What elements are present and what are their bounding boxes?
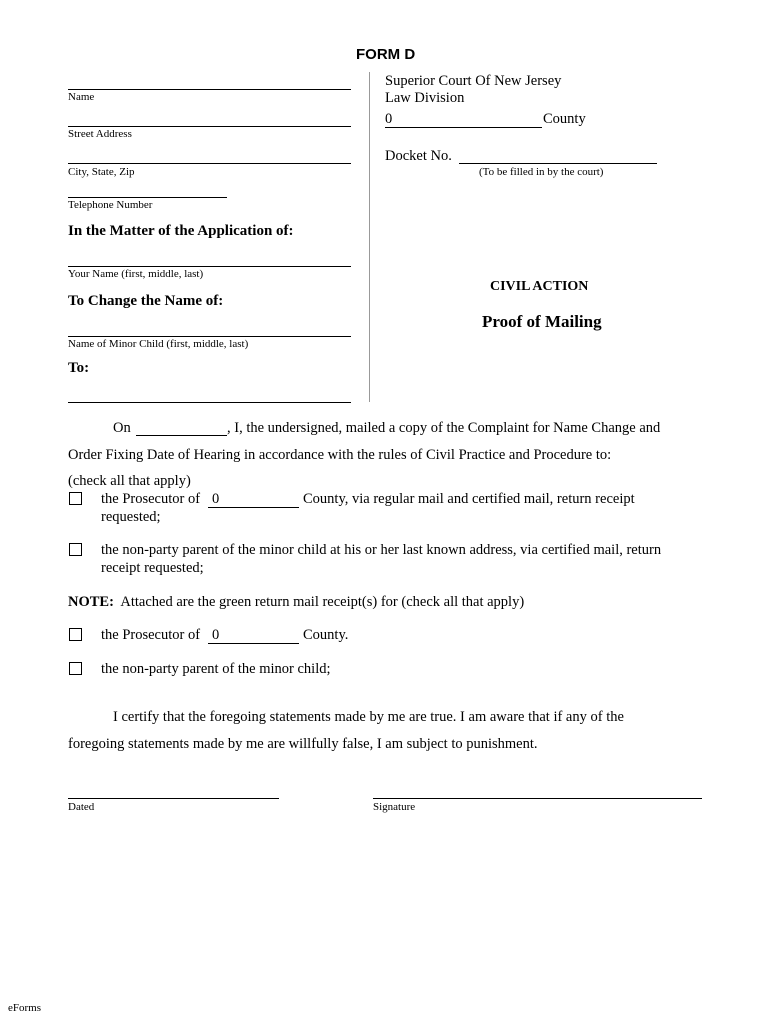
option-1-text-c: requested; [101, 509, 161, 525]
note-option-2-text: the non-party parent of the minor child; [101, 661, 331, 677]
telephone-line[interactable] [68, 197, 227, 198]
option-1-county-value: 0 [212, 491, 220, 507]
court-county-label: County [543, 111, 586, 127]
minor-child-line[interactable] [68, 336, 351, 337]
minor-child-label: Name of Minor Child (first, middle, last) [68, 338, 249, 350]
name-line[interactable] [68, 89, 351, 90]
note-option-1-text-b: County. [303, 627, 349, 643]
docket-label: Docket No. [385, 148, 452, 164]
signature-line[interactable] [373, 798, 702, 799]
mailing-date-line[interactable] [136, 435, 227, 436]
note-option-1-county-value: 0 [212, 627, 220, 643]
column-divider [369, 72, 370, 402]
city-state-zip-label: City, State, Zip [68, 166, 135, 178]
your-name-line[interactable] [68, 266, 351, 267]
eforms-footer: eForms [8, 1002, 41, 1014]
to-label: To: [68, 360, 90, 376]
docket-line[interactable] [459, 163, 657, 164]
form-title: FORM D [356, 46, 416, 63]
telephone-label: Telephone Number [68, 199, 153, 211]
note-text: Attached are the green return mail receipt(s) for (check all that apply) [120, 594, 525, 610]
receipt-prosecutor-checkbox[interactable] [69, 628, 82, 641]
proof-of-mailing: Proof of Mailing [482, 312, 602, 331]
dated-line[interactable] [68, 798, 279, 799]
street-address-line[interactable] [68, 126, 351, 127]
prosecutor-checkbox[interactable] [69, 492, 82, 505]
dated-label: Dated [68, 801, 95, 813]
note-line [68, 594, 524, 611]
non-party-parent-checkbox[interactable] [69, 543, 82, 556]
paragraph-1-line-2: Order Fixing Date of Hearing in accordance with the rules of Civil Practice and Procedure to: [68, 447, 612, 463]
to-line[interactable] [68, 402, 351, 403]
matter-heading: In the Matter of the Application of: [68, 223, 294, 239]
paragraph-1-rest: , I, the undersigned, mailed a copy of the Complaint for Name Change and [227, 420, 661, 436]
civil-action: CIVIL ACTION [490, 279, 589, 294]
signature-label: Signature [373, 801, 416, 813]
option-1-text-a: the Prosecutor of [101, 491, 201, 507]
option-1-text-b: County, via regular mail and certified mail, return receipt [303, 491, 635, 507]
option-1-county-line[interactable] [208, 507, 299, 508]
on-label: On [113, 420, 131, 436]
option-2-text-b: receipt requested; [101, 560, 204, 576]
option-2-text-a: the non-party parent of the minor child at his or her last known address, via certified mail, return [101, 542, 662, 558]
court-county-line[interactable] [385, 127, 542, 128]
certify-line-2: foregoing statements made by me are willfully false, I am subject to punishment. [68, 736, 538, 752]
name-label: Name [68, 91, 95, 103]
check-all-label: (check all that apply) [68, 473, 191, 489]
note-option-1-text-a: the Prosecutor of [101, 627, 201, 643]
note-label: NOTE: [68, 594, 114, 610]
docket-note: (To be filled in by the court) [479, 166, 604, 178]
court-name: Superior Court Of New Jersey [385, 73, 562, 89]
certify-line-1: I certify that the foregoing statements made by me are true. I am aware that if any of the [113, 709, 624, 725]
change-name-heading: To Change the Name of: [68, 293, 224, 309]
court-division: Law Division [385, 90, 465, 106]
city-state-zip-line[interactable] [68, 163, 351, 164]
note-option-1-county-line[interactable] [208, 643, 299, 644]
street-address-label: Street Address [68, 128, 132, 140]
receipt-non-party-parent-checkbox[interactable] [69, 662, 82, 675]
court-county-value: 0 [385, 111, 393, 127]
your-name-label: Your Name (first, middle, last) [68, 268, 204, 280]
